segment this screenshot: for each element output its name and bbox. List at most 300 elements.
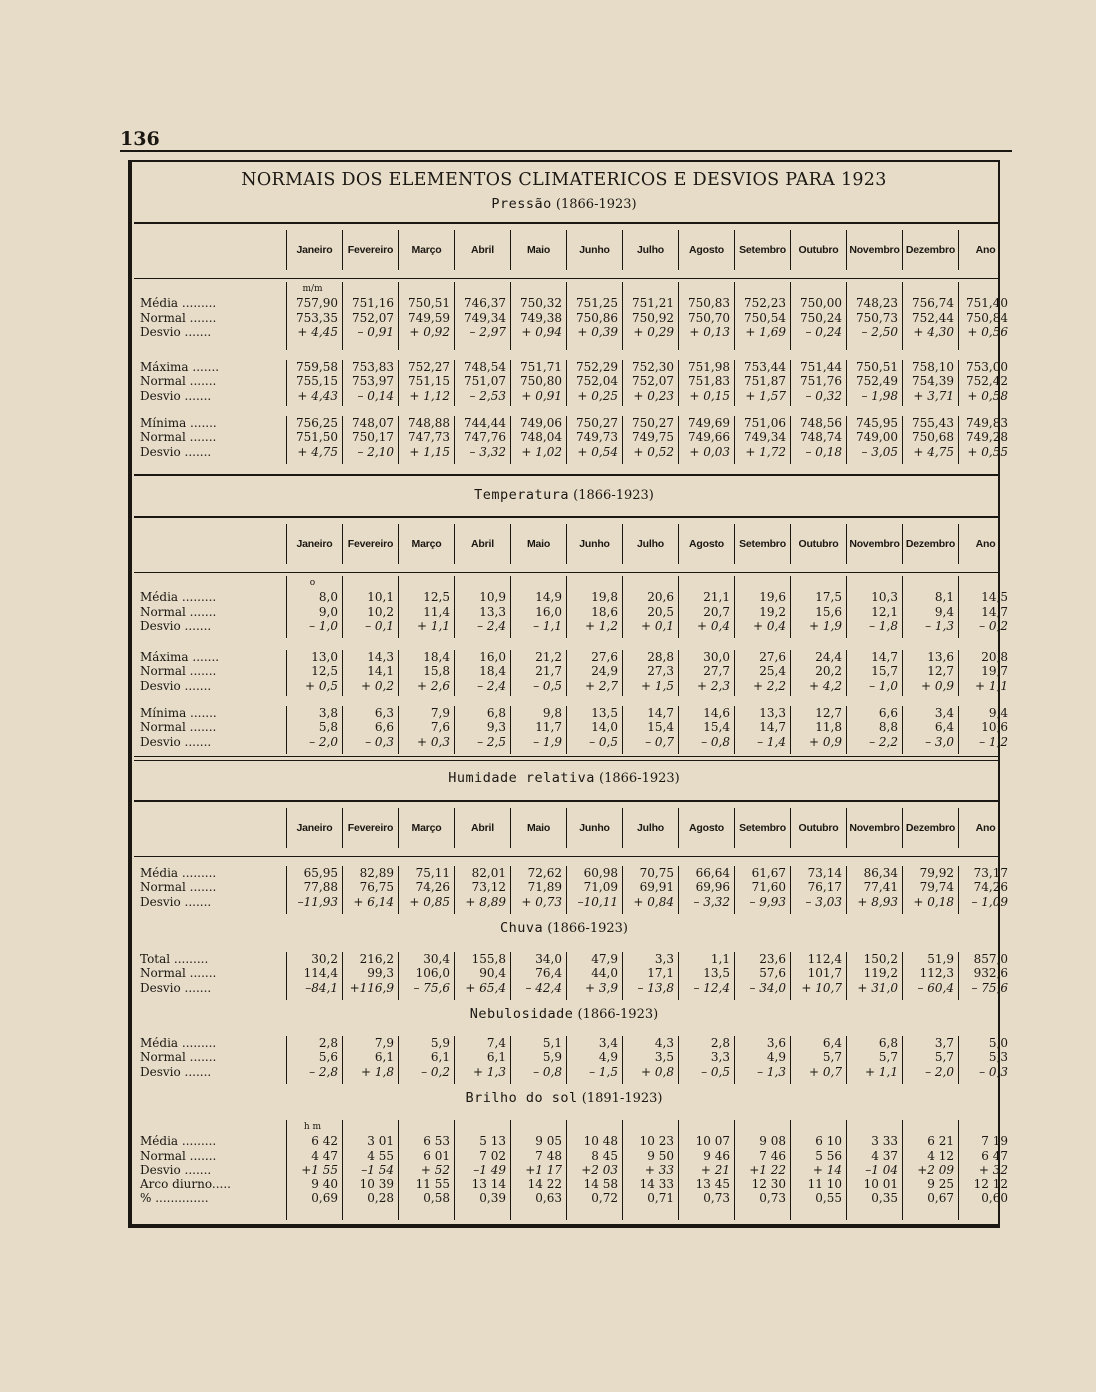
- cell-value: 752,07: [352, 310, 394, 325]
- value-column: [286, 416, 342, 464]
- cell-value: 748,88: [408, 416, 450, 430]
- divider: [134, 474, 1000, 476]
- cell-value: 9 08: [759, 1134, 786, 1149]
- header-blank: [134, 524, 286, 564]
- data-block-pressao: [134, 360, 1008, 406]
- cell-value: 9 50: [647, 1148, 674, 1163]
- value-column: [510, 952, 566, 1000]
- value-column: [342, 706, 398, 754]
- cell-value: 3,5: [654, 1050, 674, 1065]
- cell-value: – 2,0: [925, 1064, 954, 1079]
- cell-value: –84,1: [305, 980, 338, 995]
- cell-value: 66,64: [695, 866, 730, 880]
- cell-value: + 0,13: [689, 324, 730, 339]
- value-column: [734, 1120, 790, 1220]
- cell-value: – 1,8: [869, 618, 898, 633]
- cell-value: 0,69: [311, 1191, 338, 1206]
- cell-value: 12 12: [973, 1177, 1008, 1192]
- cell-value: – 3,03: [805, 894, 842, 909]
- value-column: [734, 282, 790, 350]
- cell-value: 13,0: [311, 650, 338, 664]
- cell-value: – 1,09: [971, 894, 1008, 909]
- cell-value: + 0,29: [633, 324, 674, 339]
- cell-value: 7 19: [981, 1134, 1008, 1149]
- cell-value: + 0,1: [641, 618, 674, 633]
- value-column: [790, 282, 846, 350]
- cell-value: 6 21: [927, 1134, 954, 1149]
- cell-value: 101,7: [807, 966, 842, 981]
- cell-value: 15,7: [871, 664, 898, 679]
- value-column: [454, 360, 510, 406]
- cell-value: 750,51: [856, 360, 898, 374]
- month-header: Janeiro: [286, 808, 342, 848]
- cell-value: 10,9: [479, 590, 506, 605]
- data-block-brilho: [134, 1120, 1008, 1220]
- month-header: Maio: [510, 808, 566, 848]
- cell-value: + 0,8: [641, 1064, 674, 1079]
- cell-value: 752,44: [912, 310, 954, 325]
- cell-value: 74,26: [973, 880, 1008, 895]
- value-column: [566, 1120, 622, 1220]
- cell-value: 9,4: [934, 604, 954, 619]
- cell-value: – 1,1: [533, 618, 562, 633]
- cell-value: 750,92: [632, 310, 674, 325]
- cell-value: 7,9: [374, 1036, 394, 1050]
- value-column: [342, 1120, 398, 1220]
- value-column: [454, 1036, 510, 1084]
- cell-value: – 1,0: [309, 618, 338, 633]
- value-column: [678, 706, 734, 754]
- value-column: [454, 282, 510, 350]
- cell-value: 749,75: [632, 430, 674, 445]
- cell-value: 73,17: [973, 866, 1008, 880]
- value-column: [902, 416, 958, 464]
- row-label: Normal .......: [140, 1148, 217, 1163]
- value-column: [958, 706, 1012, 754]
- value-column: [398, 650, 454, 696]
- cell-value: + 0,9: [809, 734, 842, 749]
- cell-value: 79,92: [919, 866, 954, 880]
- cell-value: 4 12: [927, 1148, 954, 1163]
- value-column: [622, 1120, 678, 1220]
- cell-value: 750,68: [912, 430, 954, 445]
- cell-value: 10 01: [863, 1177, 898, 1192]
- cell-value: 112,4: [807, 952, 842, 966]
- cell-value: – 0,3: [365, 734, 394, 749]
- cell-value: + 0,4: [697, 618, 730, 633]
- cell-value: – 3,32: [693, 894, 730, 909]
- cell-value: 14,3: [367, 650, 394, 664]
- value-column: [790, 576, 846, 638]
- cell-value: 6 53: [423, 1134, 450, 1149]
- cell-value: 9,4: [988, 706, 1008, 720]
- cell-value: 748,23: [856, 296, 898, 311]
- cell-value: 6,1: [430, 1050, 450, 1065]
- cell-value: – 0,2: [979, 618, 1008, 633]
- cell-value: 5,7: [822, 1050, 842, 1065]
- cell-value: 753,00: [966, 360, 1008, 374]
- row-label: Desvio .......: [140, 894, 212, 909]
- cell-value: 14,5: [981, 590, 1008, 605]
- month-header: Março: [398, 524, 454, 564]
- value-column: [678, 1120, 734, 1220]
- cell-value: 8,1: [934, 590, 954, 605]
- value-column: [902, 866, 958, 914]
- value-column: [286, 282, 342, 350]
- cell-value: 4 37: [871, 1148, 898, 1163]
- cell-value: – 2,2: [869, 734, 898, 749]
- value-column: [846, 1036, 902, 1084]
- cell-value: – 2,5: [477, 734, 506, 749]
- cell-value: + 1,9: [809, 618, 842, 633]
- row-label: Desvio .......: [140, 388, 212, 403]
- value-column: [902, 282, 958, 350]
- cell-value: 6 42: [311, 1134, 338, 1149]
- row-label: Média .........: [140, 590, 217, 605]
- cell-value: + 0,84: [633, 894, 674, 909]
- cell-value: 9 05: [535, 1134, 562, 1149]
- row-label: Mínima .......: [140, 416, 217, 430]
- row-labels: [134, 282, 286, 350]
- month-header: Janeiro: [286, 524, 342, 564]
- cell-value: – 2,4: [477, 618, 506, 633]
- cell-value: 13,5: [703, 966, 730, 981]
- value-column: [902, 952, 958, 1000]
- cell-value: 751,15: [408, 374, 450, 389]
- cell-value: 6,3: [374, 706, 394, 720]
- cell-value: + 0,4: [753, 618, 786, 633]
- cell-value: 14,7: [759, 720, 786, 735]
- cell-value: +116,9: [349, 980, 394, 995]
- cell-value: + 1,2: [585, 618, 618, 633]
- cell-value: + 4,43: [297, 388, 338, 403]
- value-column: [902, 706, 958, 754]
- value-column: [510, 576, 566, 638]
- cell-value: 10,2: [367, 604, 394, 619]
- value-column: [846, 1120, 902, 1220]
- month-header: Fevereiro: [342, 808, 398, 848]
- cell-value: 21,2: [535, 650, 562, 664]
- month-header: Ano: [958, 808, 1012, 848]
- cell-value: 7 46: [759, 1148, 786, 1163]
- value-column: [342, 360, 398, 406]
- cell-value: 748,07: [352, 416, 394, 430]
- cell-value: 24,4: [815, 650, 842, 664]
- cell-value: – 60,4: [917, 980, 954, 995]
- cell-value: 10,1: [367, 590, 394, 605]
- cell-value: 112,3: [919, 966, 954, 981]
- cell-value: 749,34: [464, 310, 506, 325]
- cell-value: + 0,58: [967, 388, 1008, 403]
- cell-value: + 8,89: [465, 894, 506, 909]
- month-header: Outubro: [790, 808, 846, 848]
- page-number: 136: [120, 128, 160, 150]
- month-header: Fevereiro: [342, 524, 398, 564]
- unit-label: m/m: [302, 284, 323, 294]
- cell-value: + 0,5: [305, 678, 338, 693]
- value-column: [510, 650, 566, 696]
- cell-value: + 0,15: [689, 388, 730, 403]
- cell-value: 0,63: [535, 1191, 562, 1206]
- cell-value: 10,3: [871, 590, 898, 605]
- cell-value: – 0,1: [365, 618, 394, 633]
- section-title-chuva: [130, 920, 998, 936]
- cell-value: – 12,4: [693, 980, 730, 995]
- cell-value: 77,41: [863, 880, 898, 895]
- month-header: Maio: [510, 230, 566, 270]
- month-header: Junho: [566, 230, 622, 270]
- row-labels: [134, 1120, 286, 1220]
- cell-value: 5,8: [318, 720, 338, 735]
- month-header: Abril: [454, 230, 510, 270]
- cell-value: + 0,3: [417, 734, 450, 749]
- value-column: [678, 866, 734, 914]
- cell-value: –1 49: [473, 1162, 506, 1177]
- value-column: [398, 416, 454, 464]
- cell-value: 82,01: [471, 866, 506, 880]
- cell-value: 69,96: [695, 880, 730, 895]
- cell-value: 75,11: [415, 866, 450, 880]
- month-header: Ano: [958, 230, 1012, 270]
- cell-value: 79,74: [919, 880, 954, 895]
- value-column: [622, 706, 678, 754]
- cell-value: 14 58: [583, 1177, 618, 1192]
- cell-value: 747,76: [464, 430, 506, 445]
- value-column: [678, 416, 734, 464]
- cell-value: 7,4: [486, 1036, 506, 1050]
- cell-value: 754,39: [912, 374, 954, 389]
- cell-value: + 1,3: [473, 1064, 506, 1079]
- cell-value: – 2,0: [309, 734, 338, 749]
- cell-value: 18,4: [479, 664, 506, 679]
- cell-value: 17,5: [815, 590, 842, 605]
- cell-value: 11 10: [807, 1177, 842, 1192]
- row-label: Normal .......: [140, 966, 217, 981]
- cell-value: 750,00: [800, 296, 842, 311]
- value-column: [342, 282, 398, 350]
- cell-value: 11,8: [815, 720, 842, 735]
- cell-value: + 0,91: [521, 388, 562, 403]
- cell-value: 7,6: [430, 720, 450, 735]
- cell-value: 751,21: [632, 296, 674, 311]
- row-label: Desvio .......: [140, 618, 212, 633]
- cell-value: 27,7: [703, 664, 730, 679]
- cell-value: 4,3: [654, 1036, 674, 1050]
- cell-value: 750,54: [744, 310, 786, 325]
- value-column: [342, 416, 398, 464]
- cell-value: – 2,97: [469, 324, 506, 339]
- value-column: [566, 706, 622, 754]
- cell-value: 71,89: [527, 880, 562, 895]
- cell-value: 27,3: [647, 664, 674, 679]
- cell-value: 2,8: [710, 1036, 730, 1050]
- value-column: [902, 650, 958, 696]
- row-label: % ..............: [140, 1191, 209, 1206]
- cell-value: 751,25: [576, 296, 618, 311]
- row-label: Desvio .......: [140, 324, 212, 339]
- row-labels: [134, 866, 286, 914]
- cell-value: – 2,4: [477, 678, 506, 693]
- cell-value: + 0,7: [809, 1064, 842, 1079]
- value-column: [342, 952, 398, 1000]
- cell-value: 6,1: [374, 1050, 394, 1065]
- cell-value: 751,50: [296, 430, 338, 445]
- header-blank: [134, 230, 286, 270]
- cell-value: 9,3: [486, 720, 506, 735]
- value-column: [510, 416, 566, 464]
- month-header: Julho: [622, 230, 678, 270]
- cell-value: + 1,02: [521, 444, 562, 459]
- cell-value: 25,4: [759, 664, 786, 679]
- value-column: [398, 282, 454, 350]
- cell-value: 10 23: [639, 1134, 674, 1149]
- month-header: Fevereiro: [342, 230, 398, 270]
- cell-value: 0,58: [423, 1191, 450, 1206]
- cell-value: – 0,5: [589, 734, 618, 749]
- value-column: [398, 576, 454, 638]
- month-header: Agosto: [678, 808, 734, 848]
- cell-value: 20,2: [815, 664, 842, 679]
- cell-value: 14 22: [527, 1177, 562, 1192]
- cell-value: 77,88: [303, 880, 338, 895]
- cell-value: 18,4: [423, 650, 450, 664]
- section-period: (1866-1923): [543, 921, 628, 936]
- cell-value: 71,60: [751, 880, 786, 895]
- cell-value: 19,7: [981, 664, 1008, 679]
- cell-value: 751,16: [352, 296, 394, 311]
- cell-value: + 1,72: [745, 444, 786, 459]
- cell-value: 5 13: [479, 1134, 506, 1149]
- cell-value: 65,95: [303, 866, 338, 880]
- unit-label: h m: [303, 1122, 322, 1132]
- month-header: Setembro: [734, 808, 790, 848]
- divider: [134, 800, 1000, 802]
- cell-value: 14,7: [871, 650, 898, 664]
- value-column: [510, 1120, 566, 1220]
- cell-value: – 1,98: [861, 388, 898, 403]
- cell-value: 76,4: [535, 966, 562, 981]
- cell-value: 14,7: [647, 706, 674, 720]
- cell-value: 19,8: [591, 590, 618, 605]
- value-column: [846, 360, 902, 406]
- cell-value: 748,56: [800, 416, 842, 430]
- cell-value: 750,27: [576, 416, 618, 430]
- value-column: [286, 866, 342, 914]
- value-column: [286, 360, 342, 406]
- cell-value: 751,07: [464, 374, 506, 389]
- value-column: [734, 416, 790, 464]
- cell-value: + 0,73: [521, 894, 562, 909]
- cell-value: 12,7: [927, 664, 954, 679]
- cell-value: – 3,05: [861, 444, 898, 459]
- value-column: [566, 416, 622, 464]
- month-header: Dezembro: [902, 524, 958, 564]
- cell-value: 749,69: [688, 416, 730, 430]
- row-label: Normal .......: [140, 720, 217, 735]
- cell-value: + 0,39: [577, 324, 618, 339]
- cell-value: 4,9: [598, 1050, 618, 1065]
- row-labels: [134, 1036, 286, 1084]
- cell-value: 3,8: [318, 706, 338, 720]
- month-header: Junho: [566, 524, 622, 564]
- section-title-pressao: [130, 196, 998, 212]
- month-header: Ano: [958, 524, 1012, 564]
- cell-value: 60,98: [583, 866, 618, 880]
- cell-value: 751,83: [688, 374, 730, 389]
- cell-value: 13 45: [695, 1177, 730, 1192]
- divider: [134, 856, 1000, 857]
- cell-value: 73,12: [471, 880, 506, 895]
- cell-value: 752,23: [744, 296, 786, 311]
- cell-value: + 10,7: [801, 980, 842, 995]
- row-label: Desvio .......: [140, 1162, 212, 1177]
- row-label: Média .........: [140, 296, 217, 311]
- cell-value: 5,9: [542, 1050, 562, 1065]
- value-column: [846, 952, 902, 1000]
- cell-value: – 1,4: [757, 734, 786, 749]
- cell-value: 13,3: [759, 706, 786, 720]
- cell-value: 750,70: [688, 310, 730, 325]
- cell-value: 6,8: [486, 706, 506, 720]
- cell-value: 751,87: [744, 374, 786, 389]
- row-label: Normal .......: [140, 374, 217, 389]
- cell-value: + 1,15: [409, 444, 450, 459]
- cell-value: 5,3: [988, 1050, 1008, 1065]
- value-column: [958, 952, 1012, 1000]
- header-blank: [134, 808, 286, 848]
- cell-value: 74,26: [415, 880, 450, 895]
- cell-value: 0,28: [367, 1191, 394, 1206]
- cell-value: 0,71: [647, 1191, 674, 1206]
- value-column: [678, 650, 734, 696]
- value-column: [286, 576, 342, 638]
- cell-value: 23,6: [759, 952, 786, 966]
- month-header: Julho: [622, 524, 678, 564]
- cell-value: 751,06: [744, 416, 786, 430]
- cell-value: 119,2: [863, 966, 898, 981]
- cell-value: – 1,0: [869, 678, 898, 693]
- data-block-humidade: [134, 866, 1008, 914]
- cell-value: 752,04: [576, 374, 618, 389]
- cell-value: 755,15: [296, 374, 338, 389]
- value-column: [454, 706, 510, 754]
- row-label: Desvio .......: [140, 678, 212, 693]
- cell-value: 82,89: [359, 866, 394, 880]
- cell-value: 51,9: [927, 952, 954, 966]
- month-header: Março: [398, 230, 454, 270]
- data-block-temperatura: [134, 706, 1008, 754]
- month-header: Março: [398, 808, 454, 848]
- cell-value: 61,67: [751, 866, 786, 880]
- value-column: [622, 1036, 678, 1084]
- cell-value: + 4,75: [297, 444, 338, 459]
- cell-value: 20,8: [981, 650, 1008, 664]
- cell-value: 57,6: [759, 966, 786, 981]
- cell-value: – 0,32: [805, 388, 842, 403]
- month-header: Junho: [566, 808, 622, 848]
- month-header: Maio: [510, 524, 566, 564]
- cell-value: + 1,1: [975, 678, 1008, 693]
- cell-value: 86,34: [863, 866, 898, 880]
- value-column: [454, 1120, 510, 1220]
- cell-value: – 1,3: [925, 618, 954, 633]
- cell-value: 8,8: [878, 720, 898, 735]
- row-label: Normal .......: [140, 1050, 217, 1065]
- cell-value: + 65,4: [465, 980, 506, 995]
- cell-value: 750,17: [352, 430, 394, 445]
- cell-value: – 0,8: [701, 734, 730, 749]
- value-column: [286, 650, 342, 696]
